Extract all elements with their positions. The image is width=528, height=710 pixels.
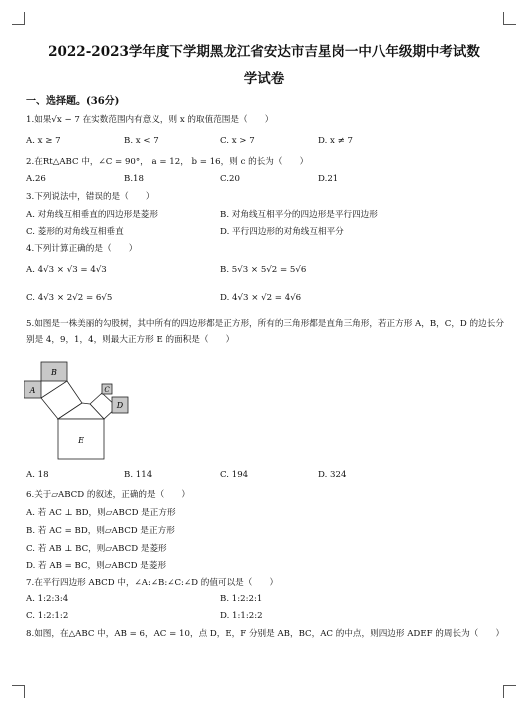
q2-option-b: B.18 [124,174,144,184]
q7-option-d: D. 1:1:2:2 [220,611,263,621]
q2-option-c: C.20 [220,174,240,184]
q1-option-c: C. x > 7 [220,136,255,146]
question-3-stem: 3.下列说法中，错误的是（ ） [26,192,155,202]
corner-mark [12,12,25,25]
label-e: E [78,436,84,445]
q2-option-d: D.21 [318,174,339,184]
q5-option-c: C. 194 [220,470,249,480]
question-4-stem: 4.下列计算正确的是（ ） [26,244,138,254]
q4-option-a: A. 4√3 × √3 = 4√3 [26,265,107,275]
label-b: B [51,368,57,377]
label-a: A [29,386,36,395]
question-2-stem: 2.在Rt△ABC 中，∠C = 90°， a = 12， b = 16，则 c 的长为（ ） [26,157,309,167]
q6-option-c: C. 若 AB ⊥ BC，则▱ABCD 是菱形 [26,544,167,554]
q7-option-c: C. 1:2:1:2 [26,611,69,621]
question-1-stem: 1.如果√x − 7 在实数范围内有意义，则 x 的取值范围是（ ） [26,115,274,125]
q6-option-d: D. 若 AB = BC，则▱ABCD 是菱形 [26,561,167,571]
corner-mark [503,685,516,698]
paper-title-line2: 学试卷 [243,71,285,87]
paper-title-line1: 2022-2023学年度下学期黑龙江省安达市吉星岗一中八年级期中考试数 [48,44,480,60]
q3-option-d: D. 平行四边形的对角线互相平分 [220,227,344,237]
q4-option-d: D. 4√3 × √2 = 4√6 [220,293,302,303]
q5-option-d: D. 324 [318,470,347,480]
q3-option-c: C. 菱形的对角线互相垂直 [26,227,124,237]
q3-option-a: A. 对角线互相垂直的四边形是菱形 [26,210,158,220]
question-6-stem: 6.关于▱ABCD 的叙述，正确的是（ ） [26,490,190,500]
q6-option-a: A. 若 AC ⊥ BD，则▱ABCD 是正方形 [26,508,176,518]
pythagoras-tree-figure [24,355,134,463]
label-d: D [116,401,124,410]
q5-option-b: B. 114 [124,470,153,480]
question-8-stem: 8.如图，在△ABC 中，AB = 6，AC = 10，点 D，E，F 分别是 AB，BC，AC 的中点，则四边形 ADEF 的周长为（ ） [26,629,505,639]
q1-option-a: A. x ≥ 7 [26,136,61,146]
corner-mark [503,12,516,25]
q2-option-a: A.26 [26,174,46,184]
question-7-stem: 7.在平行四边形 ABCD 中，∠A:∠B:∠C:∠D 的值可以是（ ） [26,578,279,588]
section-title: 一、选择题。(36分) [26,96,120,107]
q4-option-b: B. 5√3 × 5√2 = 5√6 [220,265,307,275]
q7-option-b: B. 1:2:2:1 [220,594,263,604]
q7-option-a: A. 1:2:3:4 [26,594,69,604]
q3-option-b: B. 对角线互相平分的四边形是平行四边形 [220,210,378,220]
q5-option-a: A. 18 [26,470,49,480]
q1-option-b: B. x < 7 [124,136,159,146]
question-5-stem: 5.如图是一株美丽的勾股树，其中所有的四边形都是正方形，所有的三角形都是直角三角形，若正方形 A，B，C，D 的边长分别是 4，9，1，4，则最大正方形 E 的面积是（ ） [26,319,504,345]
label-c: C [104,386,110,394]
q4-option-c: C. 4√3 × 2√2 = 6√5 [26,293,113,303]
corner-mark [12,685,25,698]
q6-option-b: B. 若 AC = BD，则▱ABCD 是正方形 [26,526,175,536]
q1-option-d: D. x ≠ 7 [318,136,354,146]
